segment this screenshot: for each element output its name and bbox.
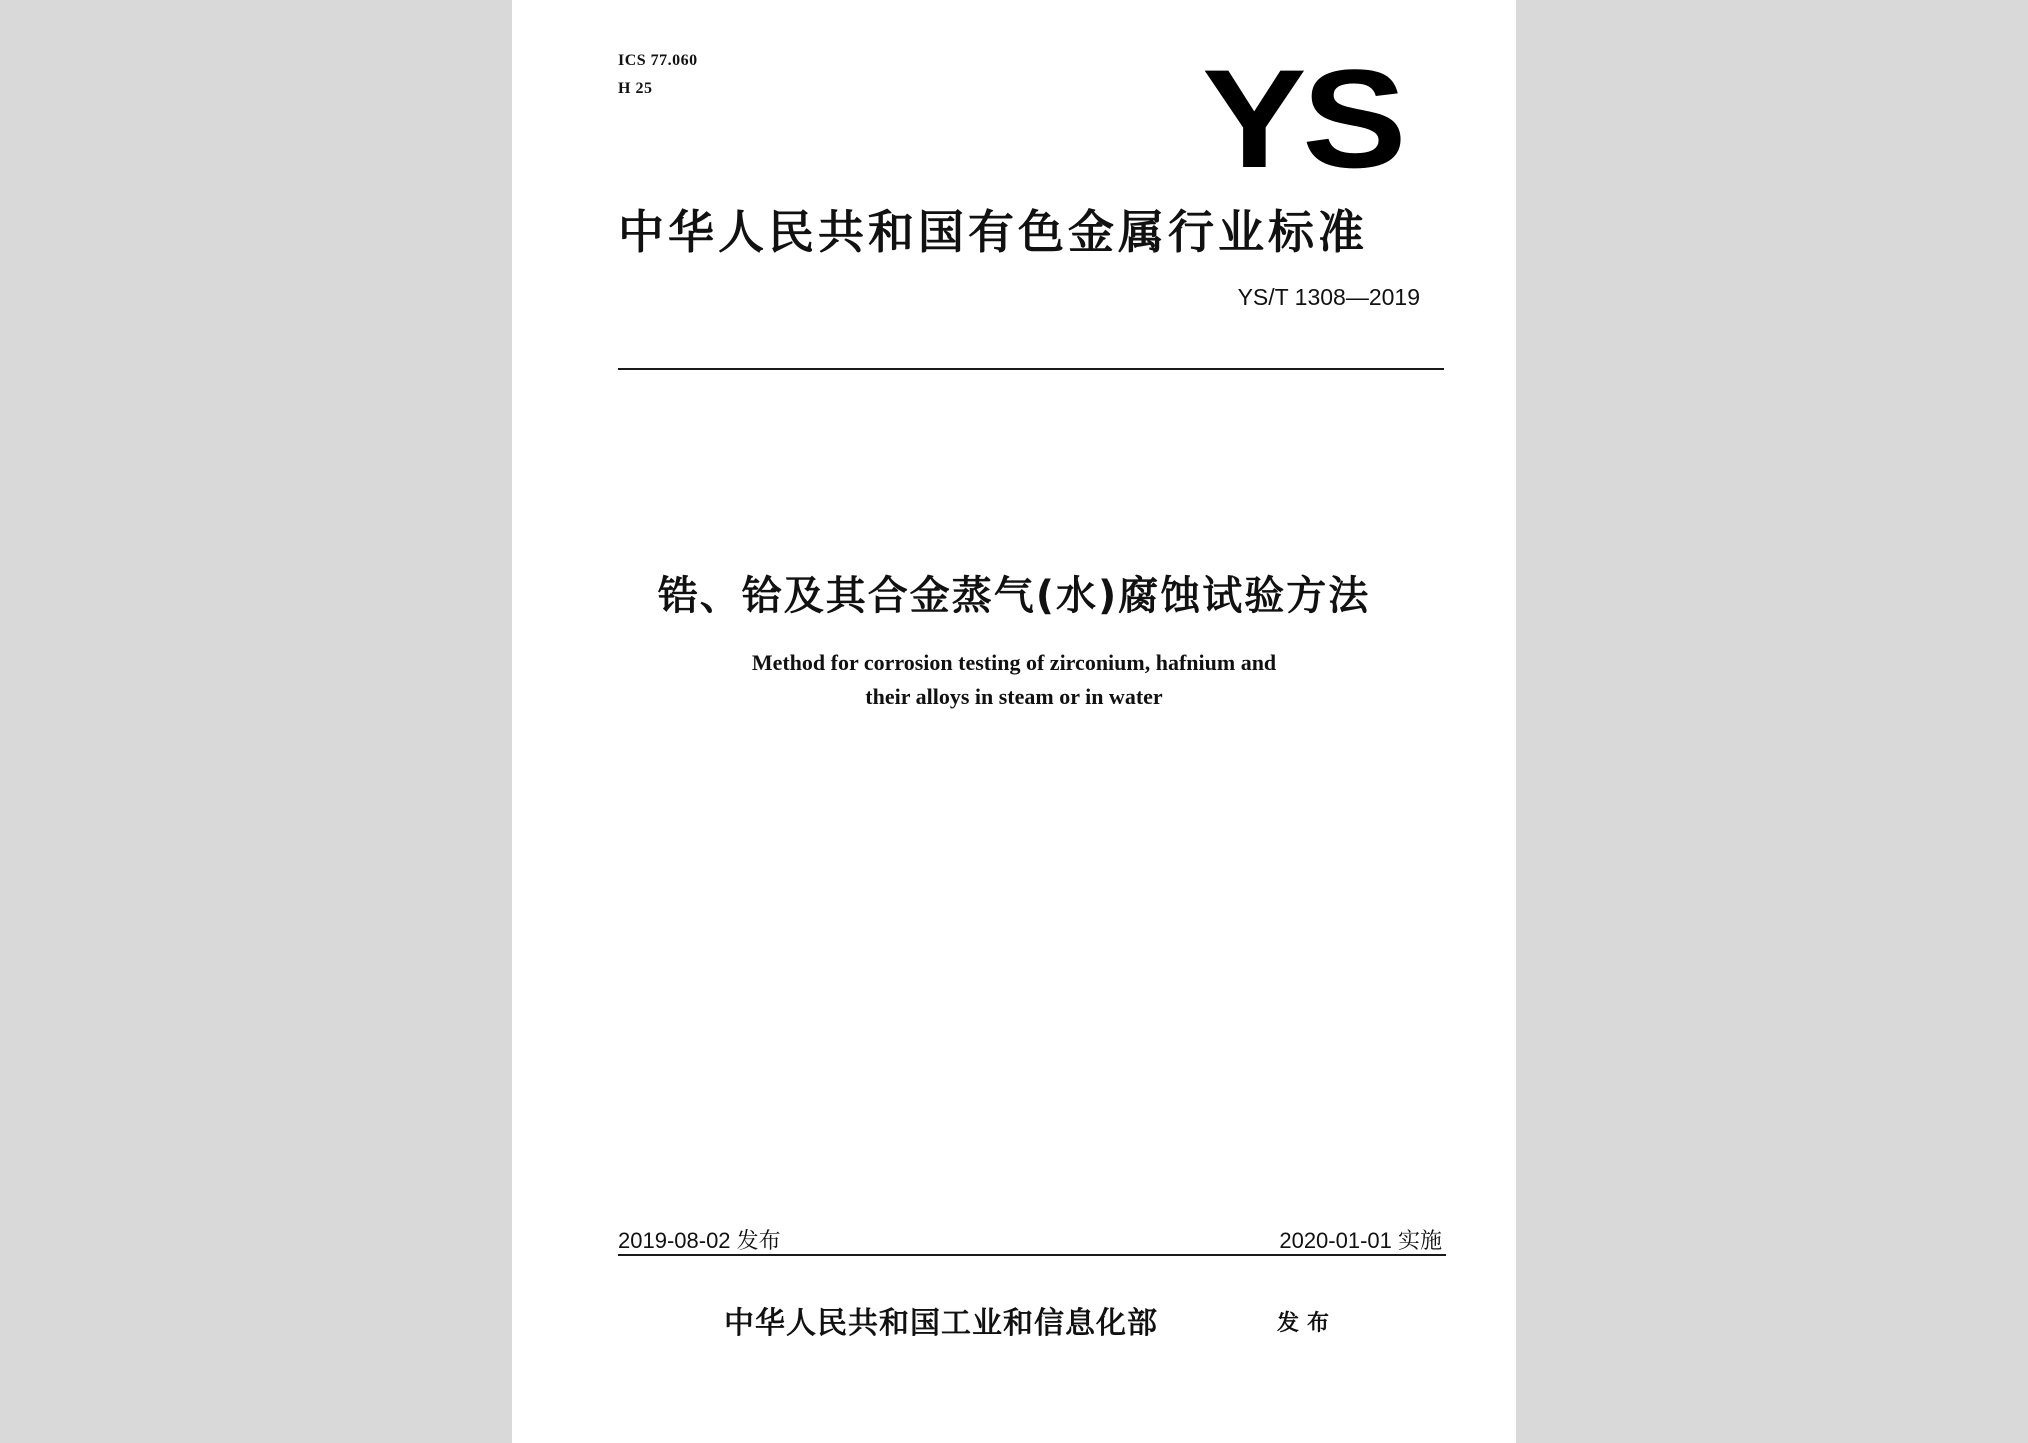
issuer-suffix: 发布 (1277, 1311, 1338, 1336)
chinese-title: 锆、铪及其合金蒸气(水)腐蚀试验方法 (657, 573, 1371, 619)
issuer-name: 中华人民共和国工业和信息化部 (724, 1306, 1158, 1341)
top-divider (618, 368, 1444, 370)
bottom-divider (618, 1254, 1446, 1256)
english-title-line-1: Method for corrosion testing of zirconium, hafnium and (751, 650, 1277, 675)
standard-type-title: 中华人民共和国有色金属行业标准 (618, 205, 1368, 259)
ics-code: ICS 77.060 (618, 52, 698, 69)
standard-code: YS/T 1308—2019 (1237, 284, 1420, 310)
document-cover-page (512, 0, 1516, 1443)
ccs-code: H 25 (618, 80, 653, 97)
english-title-line-2: their alloys in steam or in water (865, 684, 1163, 709)
ys-logo: YS (1202, 40, 1403, 197)
issue-date: 2019-08-02 发布 (618, 1228, 781, 1253)
implementation-date: 2020-01-01 实施 (1279, 1228, 1442, 1253)
